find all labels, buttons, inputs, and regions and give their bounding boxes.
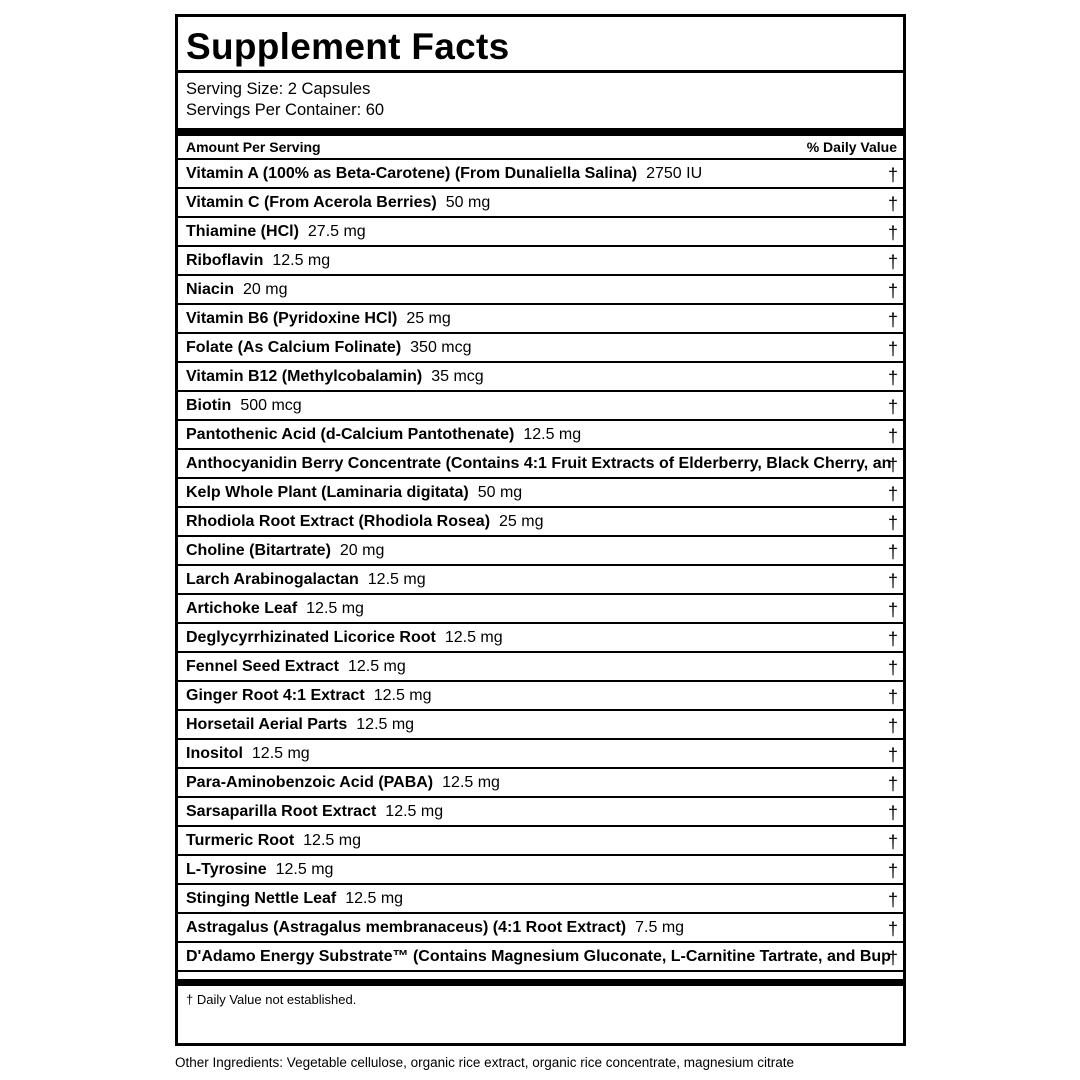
table-row bbox=[178, 769, 903, 798]
nutrient-name: Horsetail Aerial Parts bbox=[186, 716, 348, 733]
nutrient-amount: 350 mcg bbox=[410, 339, 472, 356]
nutrient-name: Inositol bbox=[186, 745, 243, 762]
nutrient-amount: 7.5 mg bbox=[635, 919, 685, 936]
footnote: † Daily Value not established. bbox=[186, 992, 357, 1007]
row-text bbox=[186, 682, 432, 710]
nutrient-name: Folate (As Calcium Folinate) bbox=[186, 339, 402, 356]
nutrient-name: Rhodiola Root Extract (Rhodiola Rosea) bbox=[186, 513, 491, 530]
daily-value-dagger: † bbox=[887, 687, 898, 707]
supplement-facts-panel bbox=[175, 14, 906, 1046]
daily-value-dagger: † bbox=[887, 803, 898, 823]
nutrient-amount: 12.5 mg bbox=[306, 600, 364, 617]
nutrient-amount: 12.5 mg bbox=[523, 426, 582, 443]
table-row bbox=[178, 334, 903, 363]
daily-value-dagger: † bbox=[887, 600, 898, 620]
daily-value-dagger: † bbox=[887, 194, 898, 214]
nutrient-name: Choline (Bitartrate) bbox=[186, 542, 331, 559]
nutrient-name: Fennel Seed Extract bbox=[186, 658, 339, 675]
nutrient-amount: 12.5 mg bbox=[385, 803, 444, 820]
table-row bbox=[178, 305, 903, 334]
table-row bbox=[178, 653, 903, 682]
daily-value-dagger: † bbox=[887, 745, 898, 765]
table-row bbox=[178, 392, 903, 421]
nutrient-name: Deglycyrrhizinated Licorice Root bbox=[186, 629, 436, 646]
nutrient-name: Riboflavin bbox=[186, 252, 264, 269]
daily-value-dagger: † bbox=[887, 223, 898, 243]
daily-value-dagger: † bbox=[887, 716, 898, 736]
daily-value-dagger: † bbox=[887, 281, 898, 301]
nutrient-amount: 12.5 mg bbox=[347, 658, 406, 675]
daily-value-dagger: † bbox=[887, 948, 898, 968]
table-row bbox=[178, 276, 903, 305]
nutrient-amount: 50 mg bbox=[477, 484, 523, 501]
daily-value-dagger: † bbox=[887, 571, 898, 591]
nutrient-amount: 35 mcg bbox=[431, 368, 484, 385]
nutrient-name: Vitamin B12 (Methylcobalamin) bbox=[186, 368, 423, 385]
daily-value-dagger: † bbox=[887, 629, 898, 649]
nutrient-name: Astragalus (Astragalus membranaceus) (4:1 Root Extract) bbox=[186, 919, 627, 936]
thick-divider bbox=[178, 128, 903, 136]
row-text bbox=[186, 334, 472, 362]
table-row bbox=[178, 624, 903, 653]
row-text bbox=[186, 856, 333, 884]
nutrient-name: Vitamin B6 (Pyridoxine HCl) bbox=[186, 310, 398, 327]
nutrient-name: Artichoke Leaf bbox=[186, 600, 298, 617]
amount-per-serving-header: Amount Per Serving bbox=[186, 139, 321, 155]
row-text bbox=[186, 450, 891, 478]
daily-value-dagger: † bbox=[887, 397, 898, 417]
nutrient-amount: 12.5 mg bbox=[275, 861, 334, 878]
daily-value-header: % Daily Value bbox=[806, 139, 897, 155]
row-text bbox=[186, 624, 503, 652]
nutrient-name: Pantothenic Acid (d-Calcium Pantothenate) bbox=[186, 426, 515, 443]
row-text bbox=[186, 305, 451, 333]
nutrient-name: Turmeric Root bbox=[186, 832, 295, 849]
nutrient-name: Niacin bbox=[186, 281, 235, 298]
daily-value-dagger: † bbox=[887, 542, 898, 562]
table-row bbox=[178, 943, 903, 972]
nutrient-amount: 12.5 mg bbox=[444, 629, 503, 646]
row-text bbox=[186, 421, 581, 449]
daily-value-dagger: † bbox=[887, 426, 898, 446]
table-row bbox=[178, 682, 903, 711]
row-text bbox=[186, 508, 543, 536]
table-row bbox=[178, 363, 903, 392]
row-text bbox=[186, 537, 384, 565]
daily-value-dagger: † bbox=[887, 368, 898, 388]
table-row bbox=[178, 421, 903, 450]
row-text bbox=[186, 711, 414, 739]
daily-value-dagger: † bbox=[887, 658, 898, 678]
nutrient-amount: 12.5 mg bbox=[442, 774, 500, 791]
row-text bbox=[186, 479, 522, 507]
nutrient-amount: 12.5 mg bbox=[272, 252, 331, 269]
nutrient-name: Biotin bbox=[186, 397, 232, 414]
nutrient-name: Ginger Root 4:1 Extract bbox=[186, 687, 365, 704]
table-row bbox=[178, 479, 903, 508]
row-text bbox=[186, 363, 484, 391]
table-row bbox=[178, 798, 903, 827]
table-row bbox=[178, 508, 903, 537]
nutrient-name: Kelp Whole Plant (Laminaria digitata) bbox=[186, 484, 469, 501]
nutrient-name: D'Adamo Energy Substrate™ (Contains Magnesium Gluconate, L-Carnitine Tartrate, and Bup bbox=[186, 948, 891, 965]
table-row bbox=[178, 566, 903, 595]
panel-title: Supplement Facts bbox=[186, 26, 510, 67]
nutrient-amount: 25 mg bbox=[406, 310, 451, 327]
daily-value-dagger: † bbox=[887, 310, 898, 330]
nutrient-amount: 12.5 mg bbox=[373, 687, 432, 704]
row-text bbox=[186, 943, 891, 971]
table-row bbox=[178, 537, 903, 566]
nutrient-amount: 20 mg bbox=[243, 281, 288, 298]
daily-value-dagger: † bbox=[887, 339, 898, 359]
nutrient-amount: 50 mg bbox=[445, 194, 491, 211]
row-text bbox=[186, 392, 302, 420]
nutrient-name: Anthocyanidin Berry Concentrate (Contains 4:1 Fruit Extracts of Elderberry, Black Cherry, an bbox=[186, 455, 892, 472]
nutrient-amount: 2750 IU bbox=[646, 165, 703, 182]
title-section bbox=[178, 17, 903, 73]
table-row bbox=[178, 160, 903, 189]
nutrient-name: Stinging Nettle Leaf bbox=[186, 890, 337, 907]
row-text bbox=[186, 566, 426, 594]
table-row bbox=[178, 856, 903, 885]
row-text bbox=[186, 595, 364, 623]
daily-value-dagger: † bbox=[887, 774, 898, 794]
daily-value-dagger: † bbox=[887, 484, 898, 504]
nutrient-amount: 12.5 mg bbox=[251, 745, 310, 762]
nutrient-amount: 500 mcg bbox=[240, 397, 302, 414]
table-row bbox=[178, 711, 903, 740]
row-text bbox=[186, 827, 361, 855]
daily-value-dagger: † bbox=[887, 455, 898, 475]
nutrient-list bbox=[178, 160, 903, 972]
nutrient-amount: 25 mg bbox=[499, 513, 544, 530]
daily-value-dagger: † bbox=[887, 513, 898, 533]
daily-value-dagger: † bbox=[887, 861, 898, 881]
nutrient-name: Vitamin C (From Acerola Berries) bbox=[186, 194, 437, 211]
nutrient-name: Vitamin A (100% as Beta-Carotene) (From Dunaliella Salina) bbox=[186, 165, 638, 182]
row-text bbox=[186, 740, 310, 768]
table-row bbox=[178, 827, 903, 856]
row-text bbox=[186, 218, 366, 246]
daily-value-dagger: † bbox=[887, 252, 898, 272]
nutrient-amount: 12.5 mg bbox=[345, 890, 404, 907]
table-row bbox=[178, 885, 903, 914]
nutrient-name: Sarsaparilla Root Extract bbox=[186, 803, 377, 820]
daily-value-dagger: † bbox=[887, 890, 898, 910]
row-text bbox=[186, 276, 287, 304]
daily-value-dagger: † bbox=[887, 832, 898, 852]
table-row bbox=[178, 218, 903, 247]
row-text bbox=[186, 160, 702, 188]
table-row bbox=[178, 595, 903, 624]
row-text bbox=[186, 653, 406, 681]
servings-per-container: Servings Per Container: 60 bbox=[186, 101, 385, 119]
table-row bbox=[178, 189, 903, 218]
table-row bbox=[178, 740, 903, 769]
nutrient-name: Para-Aminobenzoic Acid (PABA) bbox=[186, 774, 434, 791]
table-row bbox=[178, 247, 903, 276]
row-text bbox=[186, 914, 684, 942]
column-header bbox=[178, 136, 903, 160]
table-row bbox=[178, 450, 903, 479]
daily-value-dagger: † bbox=[887, 919, 898, 939]
row-text bbox=[186, 885, 403, 913]
thick-divider-bottom bbox=[178, 979, 903, 986]
serving-info bbox=[178, 73, 903, 128]
nutrient-amount: 12.5 mg bbox=[356, 716, 415, 733]
other-ingredients: Other Ingredients: Vegetable cellulose, organic rice extract, organic rice concentrate, magnesium citrate bbox=[175, 1055, 795, 1070]
row-text bbox=[186, 798, 443, 826]
row-text bbox=[186, 189, 490, 217]
nutrient-name: L-Tyrosine bbox=[186, 861, 267, 878]
table-row bbox=[178, 914, 903, 943]
nutrient-amount: 12.5 mg bbox=[303, 832, 361, 849]
serving-size: Serving Size: 2 Capsules bbox=[186, 80, 371, 98]
daily-value-dagger: † bbox=[887, 165, 898, 185]
nutrient-name: Larch Arabinogalactan bbox=[186, 571, 359, 588]
row-text bbox=[186, 769, 500, 797]
row-text bbox=[186, 247, 330, 275]
nutrient-amount: 27.5 mg bbox=[307, 223, 366, 240]
nutrient-amount: 12.5 mg bbox=[367, 571, 426, 588]
nutrient-name: Thiamine (HCl) bbox=[186, 223, 299, 240]
nutrient-amount: 20 mg bbox=[339, 542, 385, 559]
